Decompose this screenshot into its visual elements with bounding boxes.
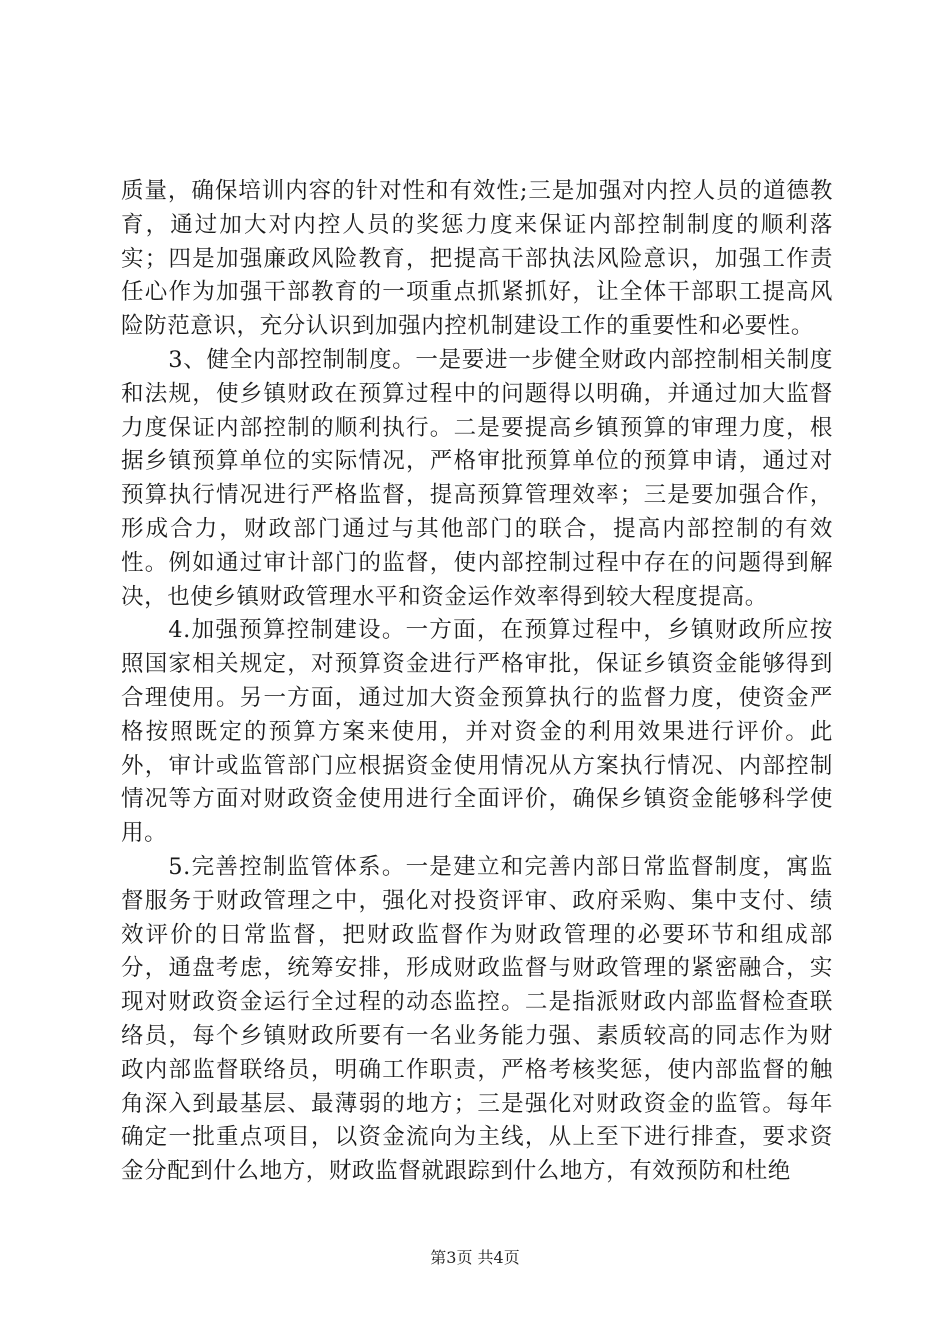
- page-footer: 第3页 共4页: [430, 1248, 520, 1267]
- paragraph-section-5: 5.完善控制监管体系。一是建立和完善内部日常监督制度，寓监督服务于财政管理之中，强化对投资评审、政府采购、集中支付、绩效评价的日常监督，把财政监督作为财政管理的必要环节和组成部分，通盘考虑，统筹安排，形成财政监督与财政管理的紧密融合，实现对财政资金运行全过程的动态监控。二是指派财政内部监督检查联络员，每个乡镇财政所要有一名业务能力强、素质较高的同志作为财政内部监督联络员，明确工作职责，严格考核奖惩，使内部监督的触角深入到最基层、最薄弱的地方；三是强化对财政资金的监管。每年确定一批重点项目，以资金流向为主线，从上至下进行排查，要求资金分配到什么地方，财政监督就跟踪到什么地方，有效预防和杜绝: [121, 853, 833, 1185]
- paragraph-section-4: 4.加强预算控制建设。一方面，在预算过程中，乡镇财政所应按照国家相关规定，对预算资金进行严格审批，保证乡镇资金能够得到合理使用。另一方面，通过加大资金预算执行的监督力度，使资金严格按照既定的预算方案来使用，并对资金的利用效果进行评价。此外，审计或监管部门应根据资金使用情况从方案执行情况、内部控制情况等方面对财政资金使用进行全面评价，确保乡镇资金能够科学使用。: [121, 617, 833, 847]
- paragraph-section-3: 3、健全内部控制制度。一是要进一步健全财政内部控制相关制度和法规，使乡镇财政在预算过程中的问题得以明确，并通过加大监督力度保证内部控制的顺利执行。二是要提高乡镇预算的审理力度，根据乡镇预算单位的实际情况，严格审批预算单位的预算申请，通过对预算执行情况进行严格监督，提高预算管理效率；三是要加强合作，形成合力，财政部门通过与其他部门的联合，提高内部控制的有效性。例如通过审计部门的监督，使内部控制过程中存在的问题得到解决，也使乡镇财政管理水平和资金运作效率得到较大程度提高。: [121, 346, 833, 610]
- paragraph-continuation: 质量，确保培训内容的针对性和有效性;三是加强对内控人员的道德教育，通过加大对内控人员的奖惩力度来保证内部控制制度的顺利落实；四是加强廉政风险教育，把提高干部执法风险意识，加强工作责任心作为加强干部教育的一项重点抓紧抓好，让全体干部职工提高风险防范意识，充分认识到加强内控机制建设工作的重要性和必要性。: [121, 178, 833, 340]
- document-body: [121, 175, 833, 1189]
